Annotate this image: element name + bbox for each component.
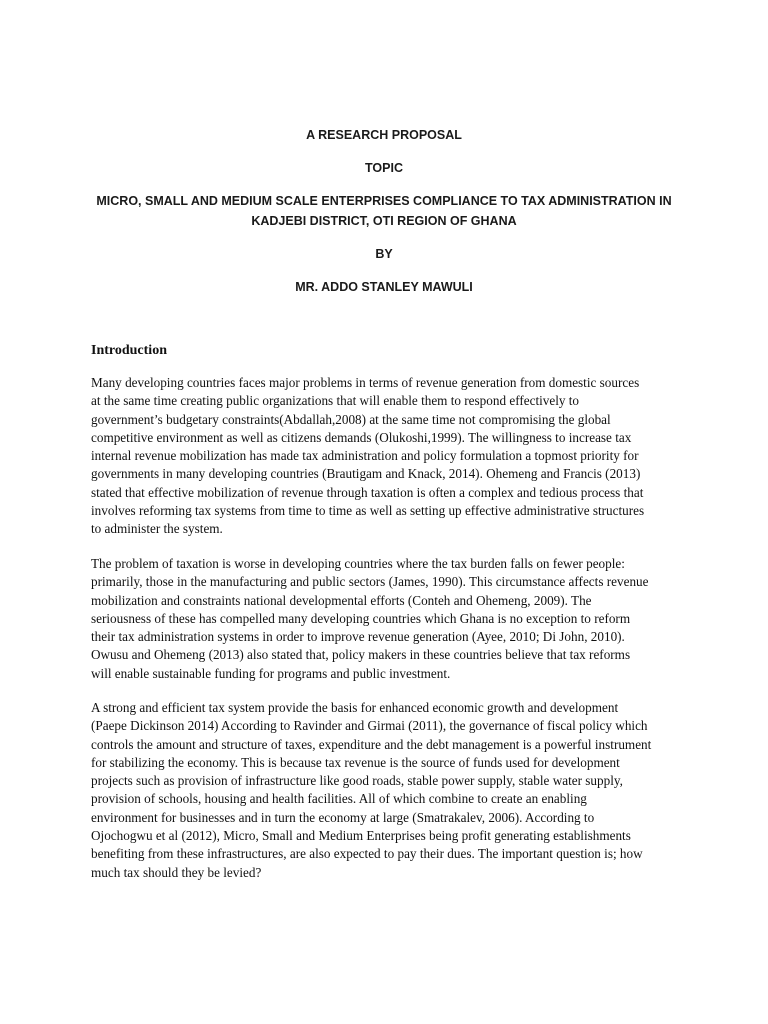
- paragraph-line: stated that effective mobilization of revenue through taxation is often a complex and tedious process that: [91, 484, 644, 500]
- paragraph-line: A strong and efficient tax system provide the basis for enhanced economic growth and development: [91, 700, 619, 715]
- paragraph-line: at the same time creating public organizations that will enable them to respond effectively to: [91, 393, 580, 409]
- paragraph-line: to administer the system.: [91, 521, 223, 537]
- paragraph-line: mobilization and constraints national developmental efforts (Conteh and Ohemeng, 2009). The: [91, 592, 592, 608]
- topic-label: TOPIC: [365, 161, 403, 175]
- paragraph-line: Many developing countries faces major problems in terms of revenue generation from domestic sources: [91, 375, 640, 390]
- paragraph-line: provision of schools, housing and health facilities. All of which combine to create an enabling: [91, 791, 587, 807]
- paragraph: [91, 555, 691, 683]
- by-label: BY: [375, 247, 393, 261]
- paragraph-line: governments in many developing countries (Brautigam and Knack, 2014). Ohemeng and Francis (2013): [91, 466, 641, 482]
- paragraph-line: internal revenue mobilization has made tax administration and policy formulation a topmost priority for: [91, 448, 639, 464]
- paragraph-line: Owusu and Ohemeng (2013) also stated that, policy makers in these countries believe that tax reforms: [91, 647, 631, 663]
- paragraph-line: The problem of taxation is worse in developing countries where the tax burden falls on fewer people:: [91, 556, 625, 571]
- paragraph-line: environment for businesses and in turn the economy at large (Smatrakalev, 2006). According to: [91, 809, 595, 825]
- author-heading: [0, 277, 768, 297]
- paragraph-line: Ojochogwu et al (2012), Micro, Small and Medium Enterprises being profit generating establishments: [91, 828, 631, 844]
- topic-heading: [0, 158, 768, 178]
- paragraph-line: controls the amount and structure of taxes, expenditure and the debt management is a powerful instrument: [91, 736, 652, 752]
- paragraph-line: (Paepe Dickinson 2014) According to Ravinder and Girmai (2011), the governance of fiscal policy which: [91, 718, 648, 734]
- paragraph-line: much tax should they be levied?: [91, 864, 262, 880]
- title-line: MICRO, SMALL AND MEDIUM SCALE ENTERPRISES COMPLIANCE TO TAX ADMINISTRATION IN: [96, 194, 672, 208]
- introduction-title: Introduction: [91, 343, 167, 358]
- paragraph-line: their tax administration systems in order to improve revenue generation (Ayee, 2010; Di John, 2010).: [91, 629, 625, 645]
- paragraph: [91, 374, 691, 539]
- paragraph-line: benefiting from these infrastructures, are also expected to pay their dues. The important question is; how: [91, 846, 643, 862]
- by-heading: [0, 244, 768, 264]
- author-name: MR. ADDO STANLEY MAWULI: [295, 280, 473, 294]
- paragraph-line: involves reforming tax systems from time to time as well as setting up effective administrative structures: [91, 503, 645, 519]
- doc-type-label: A RESEARCH PROPOSAL: [306, 128, 462, 142]
- paragraph-line: for stabilizing the economy. This is because tax revenue is the source of funds used for development: [91, 754, 620, 770]
- paragraph-line: competitive environment as well as citizens demands (Olukoshi,1999). The willingness to increase tax: [91, 429, 632, 445]
- title-line: KADJEBI DISTRICT, OTI REGION OF GHANA: [251, 214, 517, 228]
- paragraph-line: projects such as provision of infrastructure like good roads, stable power supply, stable water supply,: [91, 773, 623, 789]
- paragraph-line: will enable sustainable funding for programs and public investment.: [91, 665, 451, 681]
- paragraph-line: government’s budgetary constraints(Abdallah,2008) at the same time not compromising the global: [91, 411, 611, 427]
- paragraph-line: primarily, those in the manufacturing and public sectors (James, 1990). This circumstance affects revenue: [91, 574, 649, 590]
- paragraph: [91, 699, 691, 882]
- paragraph-line: seriousness of these has compelled many developing countries which Ghana is no exception to reform: [91, 610, 631, 626]
- proposal-title: [0, 191, 768, 231]
- doc-type-heading: [0, 125, 768, 145]
